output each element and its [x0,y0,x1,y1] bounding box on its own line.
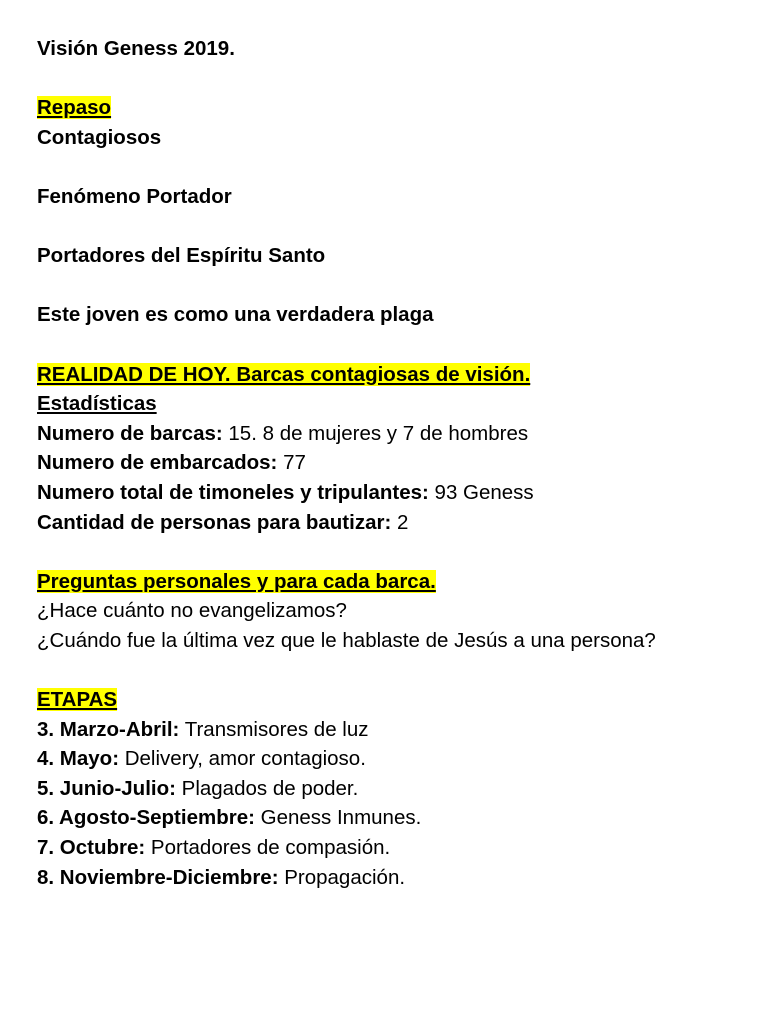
etapa-item [37,715,757,745]
stat-value: 15. 8 de mujeres y 7 de hombres [222,421,529,445]
repaso-heading: Repaso [37,96,112,120]
etapa-value: Plagados de poder. [175,776,359,800]
spacer [37,152,757,182]
pregunta-item: ¿Cuándo fue la última vez que le hablaste de Jesús a una persona? [37,628,656,652]
preguntas-heading: Preguntas personales y para cada barca. [37,569,436,593]
etapa-item [37,803,757,833]
etapa-value: Delivery, amor contagioso. [119,747,366,771]
stat-label: Numero de embarcados: [37,451,278,475]
etapa-label: 4. Mayo: [37,747,120,771]
repaso-item: Este joven es como una verdadera plaga [37,303,434,327]
stat-value: 93 Geness [428,480,534,504]
stat-label: Numero total de timoneles y tripulantes: [37,480,429,504]
spacer [37,64,757,94]
etapas-heading: ETAPAS [37,688,118,712]
etapa-item [37,774,757,804]
stat-row [37,478,757,508]
repaso-heading-line [37,93,757,123]
stat-value: 2 [391,510,409,534]
spacer [37,271,757,301]
etapa-label: 8. Noviembre-Diciembre: [37,865,279,889]
etapa-item [37,744,757,774]
stat-row [37,508,757,538]
estadisticas-heading: Estadísticas [37,392,157,416]
pregunta-item: ¿Hace cuánto no evangelizamos? [37,599,347,623]
repaso-item: Fenómeno Portador [37,184,232,208]
stat-label: Numero de barcas: [37,421,223,445]
etapa-value: Geness Inmunes. [254,806,422,830]
realidad-heading: REALIDAD DE HOY. Barcas contagiosas de visión. [37,362,531,386]
spacer [37,655,757,685]
spacer [37,537,757,567]
repaso-item: Portadores del Espíritu Santo [37,244,326,268]
spacer [37,212,757,242]
etapas-heading-line [37,685,757,715]
repaso-item: Contagiosos [37,125,162,149]
stat-label: Cantidad de personas para bautizar: [37,510,392,534]
stat-value: 77 [277,451,306,475]
etapa-item [37,863,757,893]
etapa-label: 6. Agosto-Septiembre: [37,806,255,830]
document-title: Visión Geness 2019. [37,37,235,60]
etapa-value: Transmisores de luz [179,717,369,741]
estadisticas-heading-line [37,389,757,419]
stat-row [37,419,757,449]
etapa-label: 5. Junio-Julio: [37,776,176,800]
etapa-label: 3. Marzo-Abril: [37,717,180,741]
spacer [37,330,757,360]
etapa-label: 7. Octubre: [37,836,146,860]
realidad-heading-line [37,360,757,390]
etapa-item [37,833,757,863]
etapa-value: Propagación. [278,865,406,889]
preguntas-heading-line [37,567,757,597]
etapa-value: Portadores de compasión. [145,836,391,860]
stat-row [37,448,757,478]
document-page [37,34,757,892]
